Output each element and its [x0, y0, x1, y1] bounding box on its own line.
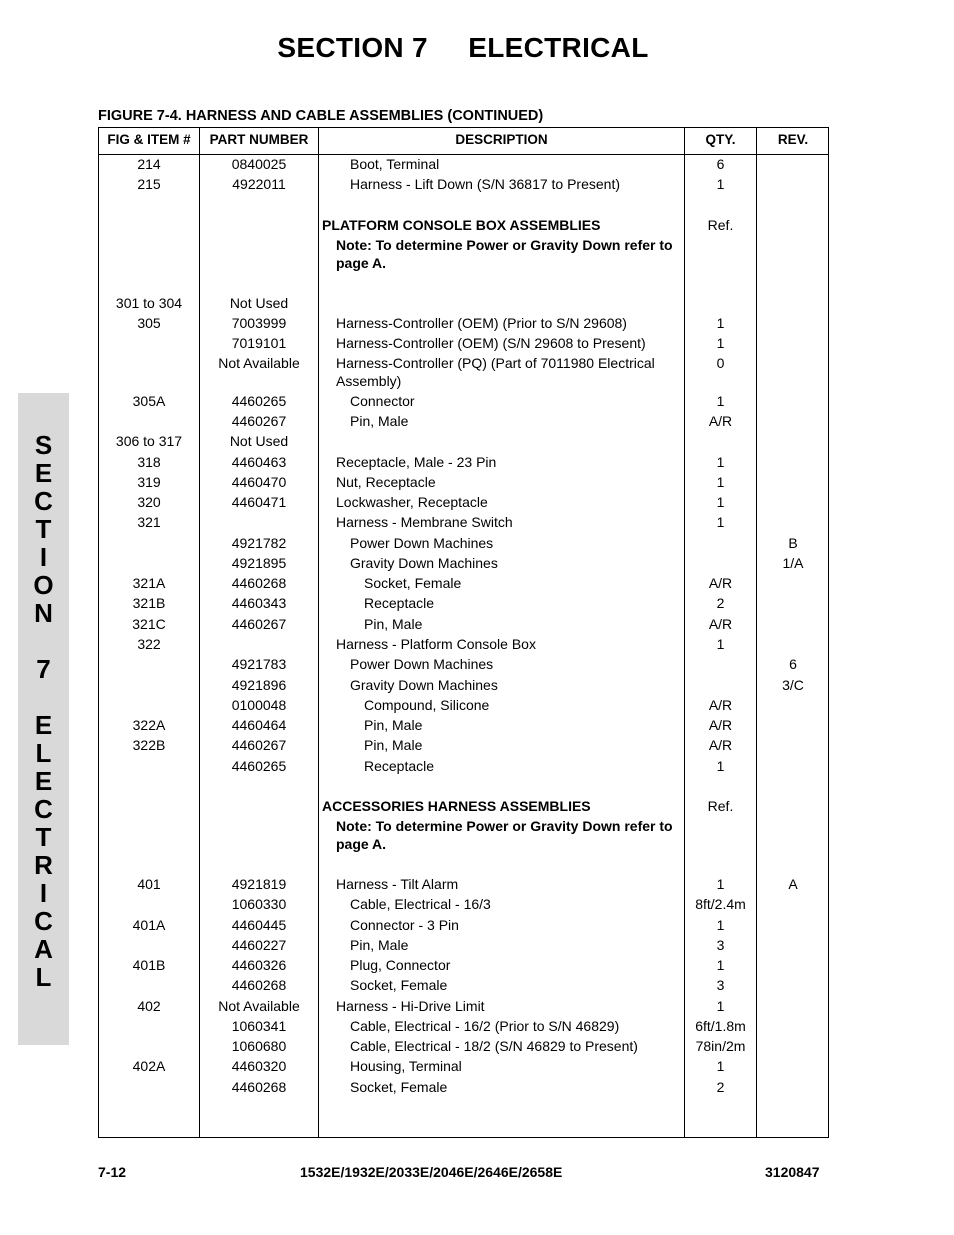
description-cell: Gravity Down Machines: [350, 677, 498, 693]
qty-cell: 2: [716, 1079, 725, 1095]
part-number-cell: 4922011: [232, 176, 286, 192]
fig-item-cell: 320: [137, 494, 161, 510]
description-cell: Receptacle: [364, 758, 435, 774]
qty-cell: 6ft/1.8m: [695, 1018, 746, 1034]
description-cell: Compound, Silicone: [364, 697, 490, 713]
description-cell: ACCESSORIES HARNESS ASSEMBLIES: [322, 798, 591, 814]
description-cell: Gravity Down Machines: [350, 555, 498, 571]
table-row: [99, 635, 828, 653]
qty-cell: 8ft/2.4m: [695, 896, 746, 912]
part-number-cell: 4460343: [231, 595, 287, 611]
table-row: [99, 554, 828, 572]
side-tab-letter: T: [35, 822, 52, 852]
table-row: [99, 354, 828, 390]
table-row: [99, 1017, 828, 1035]
part-number-cell: 4460268: [231, 575, 287, 591]
description-cell: Note: To determine Power or Gravity Down refer to page A.: [336, 237, 673, 271]
description-cell: Connector - 3 Pin: [350, 917, 459, 933]
description-cell: Pin, Male: [364, 616, 423, 632]
table-row: [99, 997, 828, 1015]
qty-cell: 1: [716, 176, 725, 192]
part-number-cell: 1060330: [231, 896, 287, 912]
qty-cell: 1: [716, 514, 725, 530]
fig-item-cell: 322: [137, 636, 161, 652]
part-number-cell: Not Used: [229, 295, 289, 311]
side-tab-letter: I: [39, 542, 48, 572]
table-row: [99, 155, 828, 173]
table-row: [99, 294, 828, 312]
qty-cell: 0: [716, 355, 725, 371]
fig-item-cell: 318: [137, 454, 161, 470]
side-tab-letter: E: [34, 458, 53, 488]
rev-cell: 3/C: [782, 677, 804, 693]
qty-cell: A/R: [708, 697, 733, 713]
part-number-cell: 7019101: [231, 335, 287, 351]
table-row: [99, 976, 828, 994]
section-title: SECTION 7 ELECTRICAL: [277, 32, 649, 63]
table-row: [99, 216, 828, 234]
header-rev: REV.: [777, 132, 809, 147]
description-cell: Nut, Receptacle: [336, 474, 436, 490]
table-row: [99, 1037, 828, 1055]
qty-cell: 3: [716, 937, 725, 953]
side-tab-letter: R: [34, 850, 53, 880]
part-number-cell: 4460470: [231, 474, 287, 490]
table-row: [99, 594, 828, 612]
fig-item-cell: 214: [137, 156, 161, 172]
qty-cell: 1: [716, 998, 725, 1014]
part-number-cell: 4460267: [231, 413, 287, 429]
qty-cell: 1: [716, 494, 725, 510]
description-cell: Lockwasher, Receptacle: [336, 494, 488, 510]
side-tab-letter: E: [34, 766, 53, 796]
description-cell: Pin, Male: [364, 737, 423, 753]
fig-item-cell: 321B: [132, 595, 166, 611]
fig-item-cell: 402: [137, 998, 161, 1014]
part-number-cell: 1060341: [231, 1018, 287, 1034]
side-tab-letter: T: [35, 514, 52, 544]
description-cell: Cable, Electrical - 16/2 (Prior to S/N 46829): [350, 1018, 620, 1034]
header-fig-item: FIG & ITEM #: [107, 132, 191, 147]
fig-item-cell: 321: [137, 514, 161, 530]
table-row: [99, 817, 828, 853]
description-cell: Housing, Terminal: [350, 1058, 462, 1074]
qty-cell: 78in/2m: [695, 1038, 746, 1054]
table-row: [99, 334, 828, 352]
side-tab-letter: C: [34, 486, 53, 516]
footer-doc-number: 3120847: [765, 1164, 820, 1180]
table-row: [99, 797, 828, 815]
table-row: [99, 432, 828, 450]
part-number-cell: 4460320: [231, 1058, 287, 1074]
description-cell: Harness - Membrane Switch: [336, 514, 513, 530]
side-tab-letter: E: [34, 710, 53, 740]
fig-item-cell: 401B: [132, 957, 166, 973]
side-tab-letter: I: [39, 878, 48, 908]
description-cell: Harness - Lift Down (S/N 36817 to Present): [350, 176, 621, 192]
description-cell: Power Down Machines: [350, 535, 494, 551]
qty-cell: 1: [716, 917, 725, 933]
part-number-cell: 4460267: [231, 737, 287, 753]
qty-cell: A/R: [708, 616, 733, 632]
description-cell: Harness - Tilt Alarm: [336, 876, 459, 892]
fig-item-cell: 301 to 304: [115, 295, 183, 311]
part-number-cell: 4921782: [231, 535, 287, 551]
part-number-cell: 4921783: [231, 656, 287, 672]
table-row: [99, 314, 828, 332]
side-tab-letter: O: [33, 570, 54, 600]
side-tab-letter: 7: [36, 654, 51, 684]
part-number-cell: 1060680: [231, 1038, 287, 1054]
table-row: [99, 493, 828, 511]
description-cell: Socket, Female: [364, 575, 462, 591]
qty-cell: Ref.: [707, 798, 734, 814]
part-number-cell: 4460445: [231, 917, 287, 933]
qty-cell: 2: [716, 595, 725, 611]
part-number-cell: Not Available: [218, 998, 300, 1014]
qty-cell: 1: [716, 957, 725, 973]
fig-item-cell: 306 to 317: [115, 433, 183, 449]
qty-cell: 1: [716, 876, 725, 892]
header-description: DESCRIPTION: [455, 132, 548, 147]
fig-item-cell: 321A: [132, 575, 166, 591]
qty-cell: 1: [716, 454, 725, 470]
table-row: [99, 615, 828, 633]
side-tab-letter: A: [34, 934, 53, 964]
table-row: [99, 736, 828, 754]
description-cell: Connector: [350, 393, 415, 409]
side-tab-letter: C: [34, 906, 53, 936]
table-row: [99, 716, 828, 734]
description-cell: Receptacle: [364, 595, 435, 611]
part-number-cell: 4921896: [231, 677, 287, 693]
description-cell: Pin, Male: [364, 717, 423, 733]
part-number-cell: 7003999: [231, 315, 287, 331]
qty-cell: 1: [716, 474, 725, 490]
part-number-cell: Not Available: [218, 355, 300, 371]
table-row: [99, 1078, 828, 1096]
part-number-cell: 4460267: [231, 616, 287, 632]
qty-cell: 1: [716, 315, 725, 331]
qty-cell: A/R: [708, 717, 733, 733]
table-row: [99, 175, 828, 193]
table-row: [99, 236, 828, 272]
table-row: [99, 936, 828, 954]
part-number-cell: Not Used: [229, 433, 289, 449]
fig-item-cell: 321C: [132, 616, 166, 632]
table-row: [99, 757, 828, 775]
table-row: [99, 453, 828, 471]
qty-cell: 6: [716, 156, 725, 172]
part-number-cell: 0100048: [231, 697, 287, 713]
part-number-cell: 4460326: [231, 957, 287, 973]
part-number-cell: 4921895: [231, 555, 287, 571]
description-cell: Socket, Female: [350, 977, 448, 993]
parts-table: [98, 127, 829, 1138]
part-number-cell: 4460463: [231, 454, 287, 470]
rev-cell: A: [788, 876, 798, 892]
header-part-number: PART NUMBER: [209, 132, 309, 147]
fig-item-cell: 305A: [132, 393, 166, 409]
header-qty: QTY.: [705, 132, 736, 147]
fig-item-cell: 305: [137, 315, 161, 331]
part-number-cell: 4460268: [231, 977, 287, 993]
description-cell: PLATFORM CONSOLE BOX ASSEMBLIES: [322, 217, 601, 233]
fig-item-cell: 322A: [132, 717, 166, 733]
description-cell: Note: To determine Power or Gravity Down refer to page A.: [336, 818, 673, 852]
fig-item-cell: 322B: [132, 737, 166, 753]
description-cell: Harness - Hi-Drive Limit: [336, 998, 485, 1014]
qty-cell: 1: [716, 335, 725, 351]
description-cell: Power Down Machines: [350, 656, 494, 672]
qty-cell: 1: [716, 636, 725, 652]
description-cell: Cable, Electrical - 18/2 (S/N 46829 to Present): [350, 1038, 638, 1054]
description-cell: Harness-Controller (OEM) (S/N 29608 to Present): [336, 335, 646, 351]
qty-cell: 1: [716, 393, 725, 409]
table-row: [99, 956, 828, 974]
description-cell: Pin, Male: [350, 413, 409, 429]
table-row: [99, 412, 828, 430]
qty-cell: A/R: [708, 413, 733, 429]
description-cell: Harness-Controller (PQ) (Part of 7011980 Electrical Assembly): [336, 355, 655, 389]
rev-cell: 6: [789, 656, 797, 672]
side-tab-letter: N: [34, 598, 53, 628]
qty-cell: A/R: [708, 737, 733, 753]
qty-cell: A/R: [708, 575, 733, 591]
part-number-cell: 0840025: [231, 156, 287, 172]
fig-item-cell: 402A: [132, 1058, 166, 1074]
table-row: [99, 916, 828, 934]
table-row: [99, 1057, 828, 1075]
fig-item-cell: 401: [137, 876, 161, 892]
qty-cell: Ref.: [707, 217, 734, 233]
fig-item-cell: 401A: [132, 917, 166, 933]
section-side-tab: [18, 393, 69, 1045]
fig-item-cell: 215: [137, 176, 161, 192]
description-cell: Cable, Electrical - 16/3: [350, 896, 491, 912]
fig-item-cell: 319: [137, 474, 161, 490]
side-tab-letter: S: [34, 430, 53, 460]
description-cell: Harness-Controller (OEM) (Prior to S/N 29608): [336, 315, 627, 331]
part-number-cell: 4460265: [231, 758, 287, 774]
table-row: [99, 392, 828, 410]
description-cell: Plug, Connector: [350, 957, 451, 973]
table-row: [99, 473, 828, 491]
table-row: [99, 875, 828, 893]
part-number-cell: 4460268: [231, 1079, 287, 1095]
part-number-cell: 4460227: [231, 937, 287, 953]
footer-page-number: 7-12: [98, 1164, 127, 1180]
part-number-cell: 4460471: [231, 494, 287, 510]
description-cell: Pin, Male: [350, 937, 409, 953]
rev-cell: B: [788, 535, 798, 551]
part-number-cell: 4460265: [231, 393, 287, 409]
description-cell: Socket, Female: [350, 1079, 448, 1095]
qty-cell: 1: [716, 1058, 725, 1074]
figure-caption: FIGURE 7-4. HARNESS AND CABLE ASSEMBLIES (CONTINUED): [98, 108, 544, 124]
description-cell: Harness - Platform Console Box: [336, 636, 536, 652]
part-number-cell: 4460464: [231, 717, 287, 733]
side-tab-letter: L: [35, 962, 52, 992]
table-row: [99, 513, 828, 531]
side-tab-letter: C: [34, 794, 53, 824]
table-row: [99, 574, 828, 592]
table-row: [99, 696, 828, 714]
description-cell: Receptacle, Male - 23 Pin: [336, 454, 497, 470]
table-row: [99, 676, 828, 694]
side-tab-letter: L: [35, 738, 52, 768]
description-cell: Boot, Terminal: [350, 156, 440, 172]
qty-cell: 3: [716, 977, 725, 993]
table-row: [99, 895, 828, 913]
rev-cell: 1/A: [782, 555, 804, 571]
qty-cell: 1: [716, 758, 725, 774]
table-row: [99, 655, 828, 673]
table-row: [99, 534, 828, 552]
footer-models: 1532E/1932E/2033E/2046E/2646E/2658E: [300, 1164, 563, 1180]
part-number-cell: 4921819: [231, 876, 287, 892]
